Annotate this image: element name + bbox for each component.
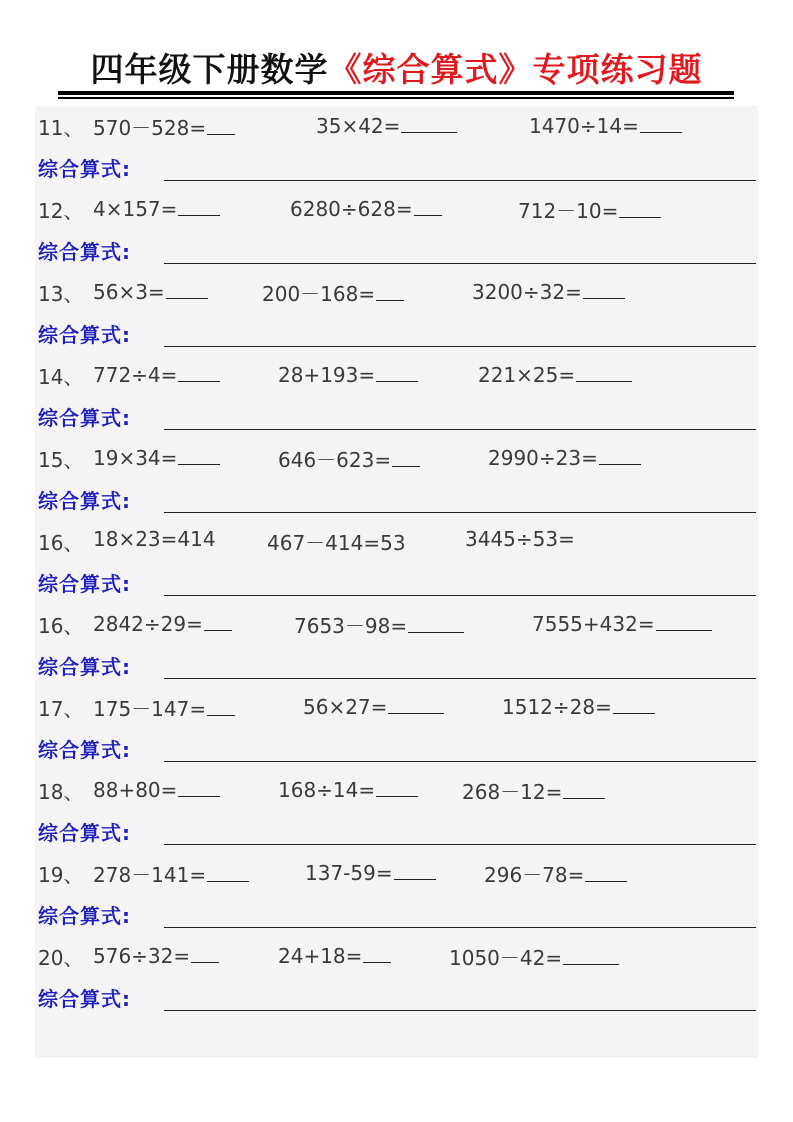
- answer-line[interactable]: [164, 927, 756, 928]
- comprehensive-formula-label: 综合算式:: [38, 572, 131, 596]
- problem-expression: 2990÷23=: [488, 444, 641, 470]
- problem-number: 20、: [38, 946, 84, 970]
- problem-row: [38, 278, 758, 308]
- problem-expression: 296－78=: [484, 859, 627, 888]
- problem-row: [38, 859, 758, 889]
- answer-blank[interactable]: [191, 942, 219, 963]
- answer-blank[interactable]: [207, 861, 249, 882]
- problem-expression: 56×27=: [303, 693, 444, 719]
- problem-expression: 3200÷32=: [472, 278, 625, 304]
- answer-blank[interactable]: [401, 112, 457, 133]
- comprehensive-formula-label: 综合算式:: [38, 240, 131, 264]
- comprehensive-formula-row: [38, 485, 758, 515]
- problem-expression: 7555+432=: [532, 610, 712, 636]
- answer-line[interactable]: [164, 346, 756, 347]
- problem-row: [38, 112, 758, 142]
- answer-blank[interactable]: [388, 693, 444, 714]
- problem-number: 17、: [38, 697, 84, 721]
- problem-expression: 2842÷29=: [93, 610, 232, 636]
- comprehensive-formula-label: 综合算式:: [38, 738, 131, 762]
- answer-blank[interactable]: [166, 278, 208, 299]
- problem-number: 14、: [38, 365, 84, 389]
- problem-number: 12、: [38, 199, 84, 223]
- problem-expression: 200－168=: [262, 278, 404, 307]
- problem-expression: 576÷32=: [93, 942, 219, 968]
- answer-line[interactable]: [164, 512, 756, 513]
- problem-expression: 1470÷14=: [529, 112, 682, 138]
- problem-expression: 28+193=: [278, 361, 418, 387]
- answer-line[interactable]: [164, 844, 756, 845]
- answer-blank[interactable]: [414, 195, 442, 216]
- problem-row: [38, 361, 758, 391]
- title-highlight: 《综合算式》: [328, 50, 533, 89]
- problem-expression: 1512÷28=: [502, 693, 655, 719]
- comprehensive-formula-label: 综合算式:: [38, 406, 131, 430]
- comprehensive-formula-row: [38, 817, 758, 847]
- answer-blank[interactable]: [376, 280, 404, 301]
- answer-line[interactable]: [164, 180, 756, 181]
- problem-expression: 18×23=414: [93, 527, 216, 551]
- comprehensive-formula-row: [38, 983, 758, 1013]
- comprehensive-formula-label: 综合算式:: [38, 157, 131, 181]
- answer-line[interactable]: [164, 595, 756, 596]
- problem-expression: 570－528=: [93, 112, 235, 141]
- answer-blank[interactable]: [576, 361, 632, 382]
- problem-number: 13、: [38, 282, 84, 306]
- answer-blank[interactable]: [204, 610, 232, 631]
- comprehensive-formula-label: 综合算式:: [38, 489, 131, 513]
- answer-blank[interactable]: [178, 776, 220, 797]
- problem-row: [38, 776, 758, 806]
- answer-blank[interactable]: [619, 197, 661, 218]
- problem-number: 11、: [38, 116, 84, 140]
- answer-blank[interactable]: [408, 612, 464, 633]
- answer-line[interactable]: [164, 678, 756, 679]
- problem-number: 15、: [38, 448, 84, 472]
- answer-blank[interactable]: [376, 776, 418, 797]
- answer-line[interactable]: [164, 761, 756, 762]
- title-prefix: 四年级下册数学: [90, 50, 329, 89]
- problem-row: [38, 527, 758, 557]
- problem-number: 16、: [38, 614, 84, 638]
- comprehensive-formula-row: [38, 651, 758, 681]
- comprehensive-formula-row: [38, 900, 758, 930]
- problem-expression: 278－141=: [93, 859, 249, 888]
- comprehensive-formula-row: [38, 319, 758, 349]
- answer-blank[interactable]: [178, 444, 220, 465]
- problem-expression: 88+80=: [93, 776, 220, 802]
- problem-expression: 24+18=: [278, 942, 391, 968]
- comprehensive-formula-row: [38, 236, 758, 266]
- problem-number: 16、: [38, 531, 84, 555]
- title-suffix: 专项练习题: [532, 50, 703, 89]
- problem-expression: 3445÷53=: [465, 527, 575, 551]
- problem-row: [38, 610, 758, 640]
- comprehensive-formula-label: 综合算式:: [38, 904, 131, 928]
- comprehensive-formula-label: 综合算式:: [38, 655, 131, 679]
- problem-expression: 712－10=: [518, 195, 661, 224]
- answer-blank[interactable]: [376, 361, 418, 382]
- answer-blank[interactable]: [207, 114, 235, 135]
- comprehensive-formula-row: [38, 153, 758, 183]
- answer-blank[interactable]: [585, 861, 627, 882]
- problem-row: [38, 693, 758, 723]
- answer-blank[interactable]: [640, 112, 682, 133]
- problem-row: [38, 942, 758, 972]
- problem-expression: 168÷14=: [278, 776, 418, 802]
- answer-blank[interactable]: [178, 195, 220, 216]
- problem-expression: 467－414=53: [267, 531, 406, 555]
- problem-expression: 646－623=: [278, 444, 420, 473]
- answer-blank[interactable]: [207, 695, 235, 716]
- problem-expression: 137-59=: [305, 859, 436, 885]
- problem-expression: 772÷4=: [93, 361, 220, 387]
- problem-number: 19、: [38, 863, 84, 887]
- problem-expression: 221×25=: [478, 361, 632, 387]
- problem-row: [38, 195, 758, 225]
- problem-expression: 7653－98=: [294, 610, 464, 639]
- answer-blank[interactable]: [392, 446, 420, 467]
- problem-expression: 175－147=: [93, 693, 235, 722]
- answer-blank[interactable]: [613, 693, 655, 714]
- title-underline-thick: [58, 91, 734, 95]
- answer-blank[interactable]: [394, 859, 436, 880]
- problem-expression: 4×157=: [93, 195, 220, 221]
- answer-blank[interactable]: [583, 278, 625, 299]
- title-underline-thin: [58, 97, 734, 99]
- problem-number: 18、: [38, 780, 84, 804]
- comprehensive-formula-label: 综合算式:: [38, 987, 131, 1011]
- problem-expression: 1050－42=: [449, 942, 619, 971]
- answer-blank[interactable]: [656, 610, 712, 631]
- answer-blank[interactable]: [599, 444, 641, 465]
- problem-expression: 6280÷628=: [290, 195, 442, 221]
- answer-blank[interactable]: [563, 778, 605, 799]
- answer-line[interactable]: [164, 263, 756, 264]
- problem-row: [38, 444, 758, 474]
- answer-blank[interactable]: [178, 361, 220, 382]
- comprehensive-formula-row: [38, 568, 758, 598]
- answer-blank[interactable]: [563, 944, 619, 965]
- answer-line[interactable]: [164, 429, 756, 430]
- comprehensive-formula-row: [38, 402, 758, 432]
- problem-expression: 35×42=: [316, 112, 457, 138]
- answer-line[interactable]: [164, 1010, 756, 1011]
- comprehensive-formula-row: [38, 734, 758, 764]
- page-title: [0, 46, 793, 94]
- problem-expression: 56×3=: [93, 278, 208, 304]
- problem-expression: 268－12=: [462, 776, 605, 805]
- comprehensive-formula-label: 综合算式:: [38, 821, 131, 845]
- comprehensive-formula-label: 综合算式:: [38, 323, 131, 347]
- problem-expression: 19×34=: [93, 444, 220, 470]
- answer-blank[interactable]: [363, 942, 391, 963]
